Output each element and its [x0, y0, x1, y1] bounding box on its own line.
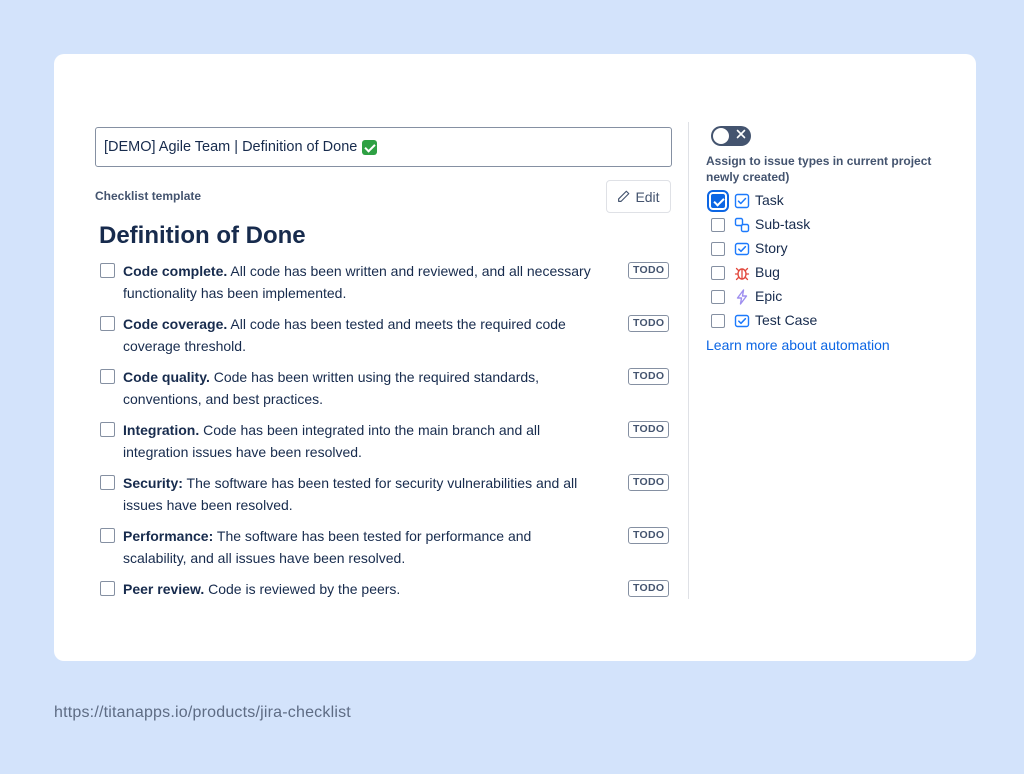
close-icon [735, 128, 747, 140]
bug-icon [734, 265, 750, 281]
test-case-icon [734, 313, 750, 329]
status-badge[interactable]: TODO [628, 421, 669, 438]
issue-type-label: Bug [755, 264, 780, 280]
automation-toggle[interactable] [711, 126, 751, 146]
item-text [123, 578, 593, 600]
toggle-knob [713, 128, 729, 144]
item-title: Code complete. [123, 263, 228, 279]
item-checkbox[interactable] [100, 369, 115, 384]
item-title: Code coverage. [123, 316, 228, 332]
learn-more-automation-link[interactable]: Learn more about automation [706, 337, 890, 353]
item-text [123, 260, 593, 304]
checklist-item [95, 578, 673, 628]
item-description: All code has been tested and meets the required code coverage threshold. [123, 316, 566, 354]
subtask-icon [734, 217, 750, 233]
item-description: Code has been written using the required standards, conventions, and best practices. [123, 369, 540, 407]
item-title: Security: [123, 475, 183, 491]
issue-type-checkbox[interactable] [711, 290, 725, 304]
status-badge[interactable]: TODO [628, 315, 669, 332]
footer-url: https://titanapps.io/products/jira-checklist [54, 704, 351, 721]
item-title: Code quality. [123, 369, 210, 385]
item-description: Code is reviewed by the peers. [204, 581, 401, 597]
checklist-card [54, 54, 976, 661]
item-description: The software has been tested for security vulnerabilities and all issues have been resolved. [123, 475, 578, 513]
edit-button-label: Edit [635, 188, 660, 205]
issue-type-checkbox[interactable] [711, 266, 725, 280]
issue-type-test-case[interactable] [706, 310, 946, 334]
item-text [123, 525, 593, 569]
checklist-item [95, 313, 673, 363]
edit-button[interactable] [606, 180, 671, 213]
item-checkbox[interactable] [100, 528, 115, 543]
template-title-text: [DEMO] Agile Team | Definition of Done [104, 139, 358, 155]
item-checkbox[interactable] [100, 263, 115, 278]
template-title-input[interactable] [95, 127, 672, 167]
issue-type-checkbox[interactable] [711, 218, 725, 232]
item-title: Peer review. [123, 581, 205, 597]
story-icon [734, 241, 750, 257]
check-mark-button-emoji-icon [362, 140, 377, 155]
issue-type-checkbox[interactable] [711, 194, 725, 208]
status-badge[interactable]: TODO [628, 527, 669, 544]
item-text [123, 313, 593, 357]
item-title: Performance: [123, 528, 214, 544]
status-badge[interactable]: TODO [628, 580, 669, 597]
task-icon [734, 193, 750, 209]
issue-type-label: Epic [755, 288, 783, 304]
checklist-item [95, 419, 673, 469]
checklist-item [95, 525, 673, 575]
item-checkbox[interactable] [100, 475, 115, 490]
status-badge[interactable]: TODO [628, 368, 669, 385]
issue-type-epic[interactable] [706, 286, 946, 310]
item-checkbox[interactable] [100, 581, 115, 596]
issue-type-label: Test Case [755, 312, 818, 328]
status-badge[interactable]: TODO [628, 262, 669, 279]
item-checkbox[interactable] [100, 422, 115, 437]
issue-type-task[interactable] [706, 190, 946, 214]
item-text [123, 472, 593, 516]
panel-divider [688, 122, 689, 599]
issue-type-bug[interactable] [706, 262, 946, 286]
pencil-icon [617, 190, 630, 203]
item-text [123, 419, 593, 463]
issue-type-label: Task [755, 192, 784, 208]
checklist-item [95, 472, 673, 522]
issue-type-label: Sub-task [755, 216, 811, 232]
item-description: All code has been written and reviewed, and all necessary functionality has been implemented. [123, 263, 591, 301]
issue-type-label: Story [755, 240, 788, 256]
epic-icon [734, 289, 750, 305]
item-description: The software has been tested for performance and scalability, and all issues have been resolved. [123, 528, 532, 566]
checklist-item [95, 366, 673, 416]
issue-type-story[interactable] [706, 238, 946, 262]
checklist-heading: Definition of Done [99, 222, 306, 249]
status-badge[interactable]: TODO [628, 474, 669, 491]
checklist-template-label: Checklist template [95, 189, 202, 203]
assign-issue-types-label: Assign to issue types in current project newly created) [706, 154, 932, 184]
item-title: Integration. [123, 422, 200, 438]
issue-type-checkbox[interactable] [711, 314, 725, 328]
item-checkbox[interactable] [100, 316, 115, 331]
issue-type-subtask[interactable] [706, 214, 946, 238]
issue-type-checkbox[interactable] [711, 242, 725, 256]
item-text [123, 366, 593, 410]
checklist-item [95, 260, 673, 310]
item-description: Code has been integrated into the main branch and all integration issues have been resolved. [123, 422, 541, 460]
